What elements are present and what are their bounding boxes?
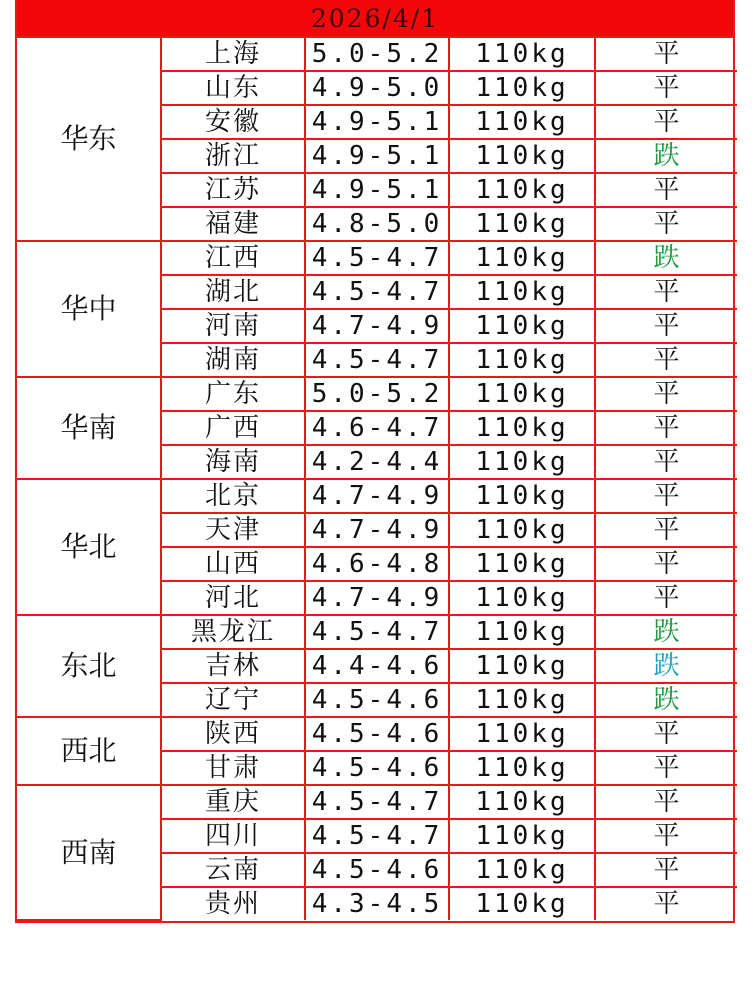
weight-cell: 110kg: [449, 819, 595, 853]
price-cell: 4.9-5.1: [305, 139, 449, 173]
province-cell: 安徽: [161, 105, 305, 139]
weight-cell: 110kg: [449, 513, 595, 547]
price-cell: 4.5-4.7: [305, 819, 449, 853]
price-cell: 4.5-4.7: [305, 241, 449, 275]
trend-cell: 平: [595, 581, 737, 615]
province-cell: 河南: [161, 309, 305, 343]
price-cell: 4.6-4.7: [305, 411, 449, 445]
weight-cell: 110kg: [449, 377, 595, 411]
price-cell: 4.2-4.4: [305, 445, 449, 479]
trend-cell: 平: [595, 173, 737, 207]
trend-cell: 跌: [595, 241, 737, 275]
weight-cell: 110kg: [449, 785, 595, 819]
trend-cell: 平: [595, 377, 737, 411]
province-cell: 上海: [161, 38, 305, 71]
province-cell: 天津: [161, 513, 305, 547]
price-cell: 4.7-4.9: [305, 479, 449, 513]
price-cell: 4.9-5.1: [305, 173, 449, 207]
region-cell: 东北: [17, 615, 161, 717]
weight-cell: 110kg: [449, 207, 595, 241]
region-cell: 华北: [17, 479, 161, 615]
region-cell: 华中: [17, 241, 161, 377]
trend-cell: 平: [595, 479, 737, 513]
region-cell: 西北: [17, 717, 161, 785]
weight-cell: 110kg: [449, 479, 595, 513]
weight-cell: 110kg: [449, 751, 595, 785]
weight-cell: 110kg: [449, 139, 595, 173]
province-cell: 广东: [161, 377, 305, 411]
province-cell: 江西: [161, 241, 305, 275]
price-cell: 4.6-4.8: [305, 547, 449, 581]
trend-cell: 跌: [595, 649, 737, 683]
province-cell: 江苏: [161, 173, 305, 207]
price-table: [17, 38, 737, 921]
weight-cell: 110kg: [449, 38, 595, 71]
province-cell: 云南: [161, 853, 305, 887]
weight-cell: 110kg: [449, 615, 595, 649]
trend-cell: 平: [595, 207, 737, 241]
table-row: [17, 615, 737, 649]
trend-cell: 平: [595, 717, 737, 751]
weight-cell: 110kg: [449, 853, 595, 887]
province-cell: 重庆: [161, 785, 305, 819]
table-row: [17, 785, 737, 819]
price-cell: 4.7-4.9: [305, 513, 449, 547]
province-cell: 湖北: [161, 275, 305, 309]
trend-cell: 平: [595, 71, 737, 105]
province-cell: 山东: [161, 71, 305, 105]
province-cell: 河北: [161, 581, 305, 615]
province-cell: 湖南: [161, 343, 305, 377]
trend-cell: 平: [595, 853, 737, 887]
price-table-sheet: [15, 0, 735, 923]
province-cell: 浙江: [161, 139, 305, 173]
price-cell: 4.8-5.0: [305, 207, 449, 241]
trend-cell: 平: [595, 275, 737, 309]
trend-cell: 平: [595, 445, 737, 479]
trend-cell: 平: [595, 343, 737, 377]
trend-cell: 跌: [595, 615, 737, 649]
province-cell: 广西: [161, 411, 305, 445]
price-cell: 4.5-4.7: [305, 275, 449, 309]
weight-cell: 110kg: [449, 649, 595, 683]
price-cell: 4.4-4.6: [305, 649, 449, 683]
price-cell: 4.9-5.1: [305, 105, 449, 139]
trend-cell: 平: [595, 887, 737, 920]
weight-cell: 110kg: [449, 241, 595, 275]
province-cell: 海南: [161, 445, 305, 479]
price-cell: 4.3-4.5: [305, 887, 449, 920]
weight-cell: 110kg: [449, 717, 595, 751]
table-row: [17, 377, 737, 411]
price-cell: 4.5-4.7: [305, 615, 449, 649]
trend-cell: 平: [595, 547, 737, 581]
province-cell: 吉林: [161, 649, 305, 683]
province-cell: 贵州: [161, 887, 305, 920]
table-row: [17, 479, 737, 513]
trend-cell: 平: [595, 38, 737, 71]
province-cell: 辽宁: [161, 683, 305, 717]
price-cell: 4.5-4.7: [305, 343, 449, 377]
weight-cell: 110kg: [449, 581, 595, 615]
trend-cell: 跌: [595, 683, 737, 717]
trend-cell: 平: [595, 819, 737, 853]
province-cell: 四川: [161, 819, 305, 853]
province-cell: 山西: [161, 547, 305, 581]
date-header: 2026/4/1: [17, 0, 733, 38]
region-cell: 华南: [17, 377, 161, 479]
province-cell: 北京: [161, 479, 305, 513]
province-cell: 黑龙江: [161, 615, 305, 649]
price-cell: 4.9-5.0: [305, 71, 449, 105]
weight-cell: 110kg: [449, 71, 595, 105]
weight-cell: 110kg: [449, 173, 595, 207]
table-row: [17, 38, 737, 71]
table-row: [17, 241, 737, 275]
price-cell: 4.7-4.9: [305, 309, 449, 343]
weight-cell: 110kg: [449, 411, 595, 445]
price-cell: 5.0-5.2: [305, 377, 449, 411]
region-cell: 华东: [17, 38, 161, 241]
price-cell: 4.7-4.9: [305, 581, 449, 615]
price-cell: 4.5-4.6: [305, 683, 449, 717]
table-row: [17, 717, 737, 751]
price-cell: 4.5-4.6: [305, 751, 449, 785]
trend-cell: 平: [595, 309, 737, 343]
weight-cell: 110kg: [449, 887, 595, 920]
province-cell: 福建: [161, 207, 305, 241]
trend-cell: 平: [595, 411, 737, 445]
price-cell: 5.0-5.2: [305, 38, 449, 71]
trend-cell: 跌: [595, 139, 737, 173]
price-table-body: [17, 38, 737, 920]
weight-cell: 110kg: [449, 275, 595, 309]
province-cell: 甘肃: [161, 751, 305, 785]
region-cell: 西南: [17, 785, 161, 920]
price-cell: 4.5-4.6: [305, 717, 449, 751]
trend-cell: 平: [595, 513, 737, 547]
weight-cell: 110kg: [449, 105, 595, 139]
trend-cell: 平: [595, 785, 737, 819]
weight-cell: 110kg: [449, 445, 595, 479]
weight-cell: 110kg: [449, 683, 595, 717]
trend-cell: 平: [595, 751, 737, 785]
weight-cell: 110kg: [449, 343, 595, 377]
trend-cell: 平: [595, 105, 737, 139]
price-cell: 4.5-4.6: [305, 853, 449, 887]
price-cell: 4.5-4.7: [305, 785, 449, 819]
province-cell: 陕西: [161, 717, 305, 751]
weight-cell: 110kg: [449, 309, 595, 343]
weight-cell: 110kg: [449, 547, 595, 581]
